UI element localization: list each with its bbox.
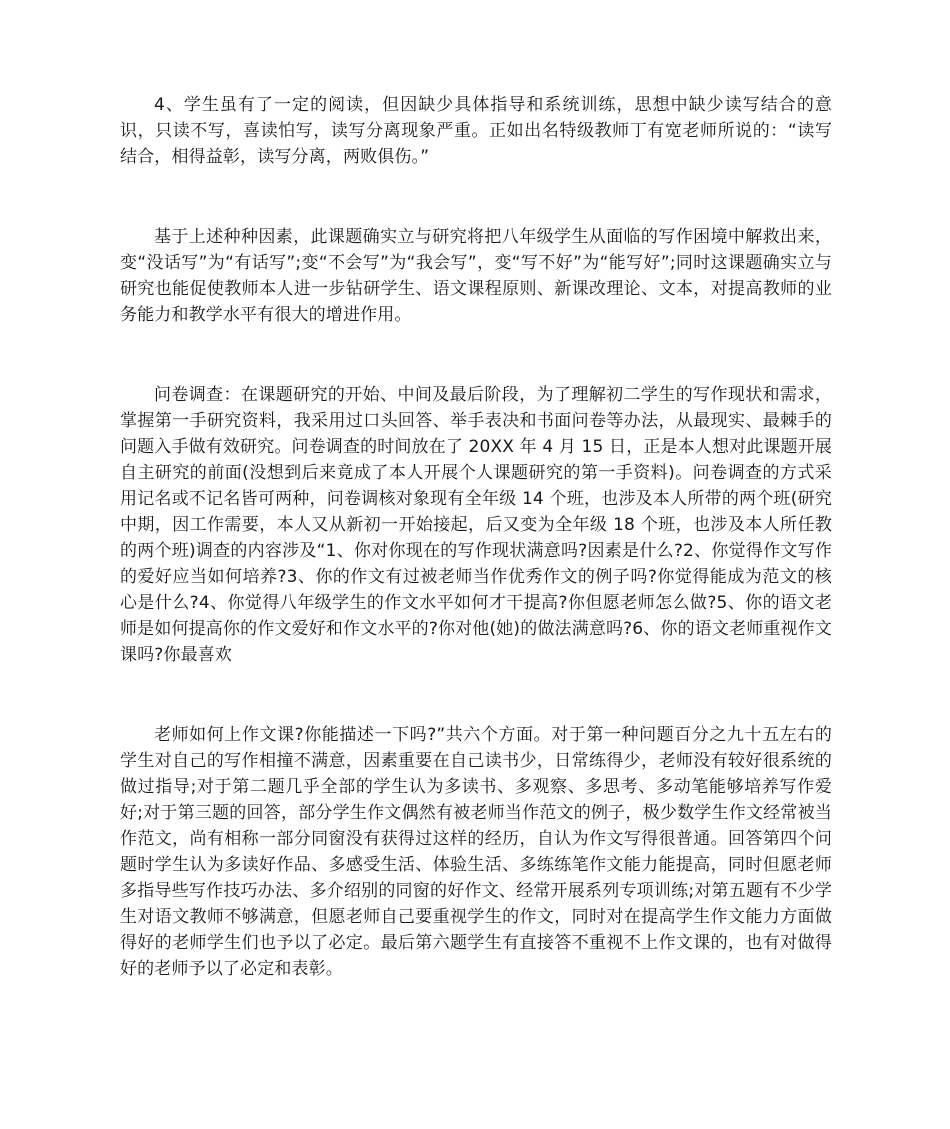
paragraph-gap: [120, 328, 832, 382]
paragraph-survey-results: 老师如何上作文课?你能描述一下吗?”共六个方面。对于第一种问题百分之九十五左右的学生对自己的写作相撞不满意，因素重要在自己读书少，日常练得少，老师没有较好很系统的做过指导;对于第二题几乎全部的学生认为多读书、多观察、多思考、多动笔能够培养写作爱好;对于第三题的回答，部分学生作文偶然有被老师当作范文的例子，极少数学生作文经常被当作范文，尚有相称一部分同窗没有获得过这样的经历，自认为作文写得很普通。回答第四个问题时学生认为多读好作品、多感受生活、体验生活、多练练笔作文能力能提高，同时但愿老师多指导些写作技巧办法、多介绍别的同窗的好作文、经常开展系列专项训练;对第五题有不少学生对语文教师不够满意，但愿老师自己要重视学生的作文，同时对在提高学生作文能力方面做得好的老师学生们也予以了必定。最后第六题学生有直接答不重视不上作文课的，也有对做得好的老师予以了必定和表彰。: [120, 725, 832, 979]
paragraph-reading-writing: 4、学生虽有了一定的阅读，但因缺少具体指导和系统训练，思想中缺少读写结合的意识，只读不写，喜读怕写，读写分离现象严重。正如出名特级教师丁有宽老师所说的：“读写结合，相得益彰，读写分离，两败俱伤。”: [120, 95, 832, 167]
paragraph-gap: [120, 668, 832, 722]
paragraph-gap: [120, 170, 832, 224]
paragraph-questionnaire: 问卷调查：在课题研究的开始、中间及最后阶段，为了理解初二学生的写作现状和需求，掌握第一手研究资料，我采用过口头回答、举手表决和书面问卷等办法，从最现实、最棘手的问题入手做有效研究。问卷调查的时间放在了 20XX 年 4 月 15 日，正是本人想对此课题开展自主研究的前面(没想到后来竟成了本人开展个人课题研究的第一手资料)。问卷调查的方式采用记名或不记名皆可两种，问卷调核对象现有全年级 14 个班，也涉及本人所带的两个班(研究中期，因工作需要，本人又从新初一开始接起，后又变为全年级 18 个班，也涉及本人所任教的两个班)调查的内容涉及“1、你对你现在的写作现状满意吗?因素是什么?2、你觉得作文写作的爱好应当如何培养?3、你的作文有过被老师当作优秀作文的例子吗?你觉得能成为范文的核心是什么?4、你觉得八年级学生的作文水平如何才干提高?你但愿老师怎么做?5、你的语文老师是如何提高你的作文爱好和作文水平的?你对他(她)的做法满意吗?6、你的语文老师重视作文课吗?你最喜欢: [120, 385, 832, 665]
paragraph-research-significance: 基于上述种种因素，此课题确实立与研究将把八年级学生从面临的写作困境中解救出来，变“没话写”为“有话写”;变“不会写”为“我会写”，变“写不好”为“能写好”;同时这课题确实立与研究也能促使教师本人进一步钻研学生、语文课程原则、新课改理论、文本，对提高教师的业务能力和教学水平有很大的增进作用。: [120, 227, 832, 325]
document-page: [120, 92, 832, 982]
